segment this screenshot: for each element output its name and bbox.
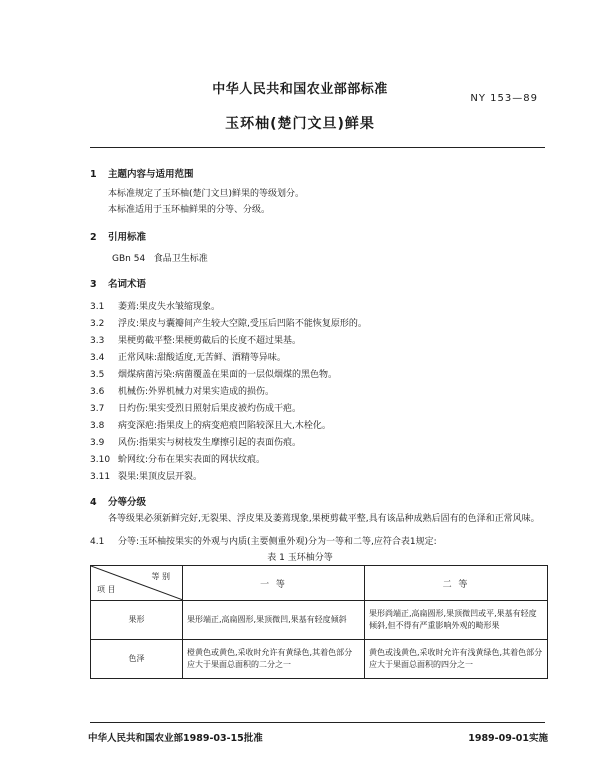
table-header-row — [91, 566, 548, 601]
row-label-shape: 果形 — [91, 601, 183, 640]
table-row — [91, 640, 548, 679]
effective-date: 1989-09-01实施 — [468, 733, 548, 744]
approval-date: 中华人民共和国农业部1989-03-15批准 — [88, 733, 263, 744]
corner-grade-label: 等 别 — [151, 572, 170, 581]
row-label-color: 色泽 — [91, 640, 183, 679]
term-item: 3.6 机械伤:外界机械力对果实造成的损伤。 — [90, 387, 275, 397]
table-row — [91, 601, 548, 640]
reference-code: GBn 54 — [112, 254, 146, 264]
term-item: 3.1 萎蔫:果皮失水皱缩现象。 — [90, 302, 221, 312]
document-title: 玉环柚(楚门文旦)鲜果 — [225, 116, 375, 132]
reference-standard — [112, 252, 208, 266]
corner-item-label: 项 目 — [97, 585, 116, 594]
term-item: 3.5 烟煤病菌污染:病菌覆盖在果面的一层似烟煤的黑色物。 — [90, 370, 338, 380]
section-4-intro: 各等级果必须新鲜完好,无裂果、浮皮果及萎蔫现象,果梗剪截平整,具有该品种成熟后固有的色泽和正常风味。 — [108, 514, 540, 524]
section-4-heading: 4 分等分级 — [90, 497, 147, 508]
table-corner-cell — [91, 566, 183, 601]
section-1-paragraph-2: 本标准适用于玉环柚鲜果的分等、分级。 — [108, 205, 271, 215]
reference-title: 食品卫生标准 — [153, 254, 208, 264]
section-1-paragraph-1: 本标准规定了玉环柚(楚门文旦)鲜果的等级划分。 — [108, 189, 305, 199]
table-caption: 表 1 玉环柚分等 — [267, 553, 333, 563]
table-cell: 橙黄色或黄色,采收时允许有黄绿色,其着色部分应大于果面总面积的二分之一 — [183, 640, 365, 679]
term-item: 3.4 正常风味:甜酸适度,无苦鲜、酒精等异味。 — [90, 353, 286, 363]
term-item: 3.10 蚧网纹:分布在果实表面的网状纹痕。 — [90, 455, 266, 465]
term-item: 3.9 风伤:指果实与树枝发生摩擦引起的表面伤痕。 — [90, 438, 302, 448]
section-2-heading: 2 引用标准 — [90, 232, 147, 243]
title-divider — [90, 147, 545, 148]
term-item: 3.8 病变深疤:指果皮上的病变疤痕凹陷较深且大,木栓化。 — [90, 421, 331, 431]
section-1-heading: 1 主题内容与适用范围 — [90, 169, 194, 180]
column-header-second-grade: 二 等 — [365, 566, 548, 601]
footer-divider — [90, 722, 545, 723]
clause-4-1: 4.1 分等:玉环柚按果实的外观与内质(主要侧重外观)分为一等和二等,应符合表1规定: — [90, 537, 437, 547]
term-item: 3.2 浮皮:果皮与囊瓣间产生较大空隙,受压后凹陷不能恢复原形的。 — [90, 319, 367, 329]
section-3-heading: 3 名词术语 — [90, 279, 147, 290]
term-item: 3.11 裂果:果顶皮层开裂。 — [90, 472, 203, 482]
grading-table — [90, 565, 548, 679]
issuing-organization: 中华人民共和国农业部部标准 — [212, 82, 388, 97]
column-header-first-grade: 一 等 — [183, 566, 365, 601]
table-cell: 果形端正,高扁圆形,果顶微凹,果基有轻度倾斜 — [183, 601, 365, 640]
table-cell: 果形尚端正,高扁圆形,果顶微凹或平,果基有轻度倾斜,但不得有严重影响外观的畸形果 — [365, 601, 548, 640]
standard-number: NY 153—89 — [470, 93, 538, 104]
term-item: 3.7 日灼伤:果实受烈日照射后果皮被灼伤成干疤。 — [90, 404, 302, 414]
term-item: 3.3 果梗剪截平整:果梗剪截后的长度不超过果基。 — [90, 336, 302, 346]
table-cell: 黄色或浅黄色,采收时允许有浅黄绿色,其着色部分应大于果面总面积的四分之一 — [365, 640, 548, 679]
